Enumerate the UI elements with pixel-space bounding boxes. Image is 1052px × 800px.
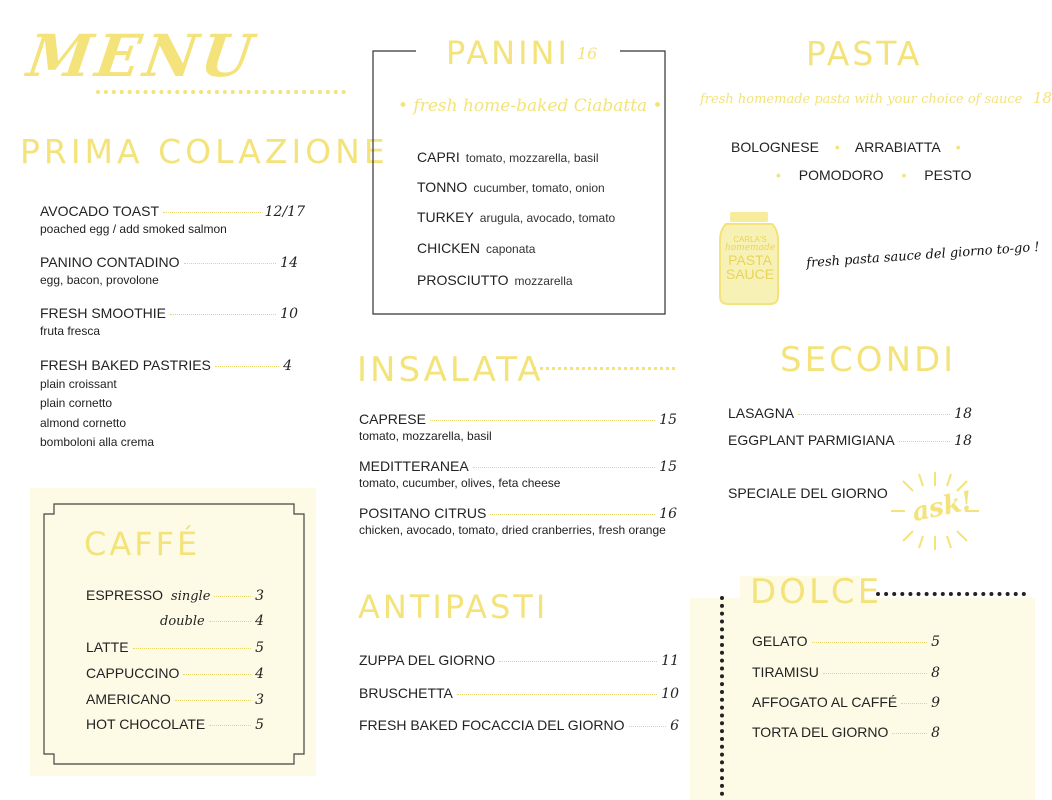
item-desc: caponata — [486, 242, 536, 256]
item-name: PROSCIUTTO — [417, 272, 509, 288]
pasta-subtitle-row — [700, 89, 1052, 108]
menu-item — [86, 639, 264, 656]
sauce-row-2 — [776, 167, 971, 183]
item-desc: chicken, avocado, tomato, dried cranberries, fresh orange — [359, 523, 666, 537]
leader-dots — [457, 694, 657, 695]
leader-dots — [430, 420, 655, 421]
jar-label-line: CARLA'S — [733, 235, 767, 244]
antipasti-heading: ANTIPASTI — [358, 588, 549, 626]
item-price: 8 — [931, 665, 940, 681]
item-price: 4 — [255, 613, 264, 629]
jar-label — [722, 236, 778, 281]
menu-item — [359, 411, 677, 428]
leader-dots — [812, 642, 928, 643]
sauce-name: BOLOGNESE — [731, 139, 819, 155]
menu-item — [86, 691, 264, 708]
prima-heading: PRIMA COLAZIONE — [20, 132, 389, 171]
leader-dots — [490, 514, 655, 515]
leader-dots — [170, 314, 276, 315]
item-name: CAPRESE — [359, 411, 426, 427]
menu-item — [417, 240, 535, 256]
leader-dots — [209, 621, 251, 622]
item-name: EGGPLANT PARMIGIANA — [728, 432, 895, 448]
jar-label-line: SAUCE — [725, 266, 775, 282]
insalata-heading: INSALATA — [357, 350, 544, 390]
menu-item — [752, 633, 940, 650]
leader-dots — [183, 674, 251, 675]
leader-dots — [892, 733, 927, 734]
secondi-heading: SECONDI — [780, 340, 957, 380]
menu-item — [417, 149, 599, 165]
item-price: 4 — [255, 666, 264, 682]
item-price: 4 — [283, 358, 292, 374]
menu-title: MENU — [23, 22, 261, 90]
menu-title-dots — [96, 90, 346, 94]
leader-dots — [473, 467, 655, 468]
single-label: single — [171, 589, 211, 604]
item-name: ESPRESSO — [86, 587, 164, 603]
bullet: • — [834, 139, 840, 155]
leader-dots — [899, 441, 950, 442]
leader-dots — [798, 414, 950, 415]
item-price: 18 — [954, 406, 972, 422]
speciale-label: SPECIALE DEL GIORNO — [728, 485, 888, 501]
menu-item — [359, 458, 677, 475]
item-desc: plain croissant — [40, 377, 117, 391]
menu-item — [359, 717, 679, 734]
item-price: 15 — [659, 412, 677, 428]
item-name: LASAGNA — [728, 405, 795, 421]
menu-item — [417, 272, 573, 288]
leader-dots — [629, 726, 667, 727]
dolce-vertical-dots — [720, 596, 724, 796]
menu-item — [417, 179, 605, 195]
menu-item — [160, 613, 264, 629]
item-price: 8 — [931, 725, 940, 741]
item-price: 16 — [659, 506, 677, 522]
leader-dots — [184, 263, 277, 264]
item-desc: arugula, avocado, tomato — [479, 211, 616, 225]
menu-item — [752, 694, 940, 711]
item-name: POSITANO CITRUS — [359, 505, 487, 521]
item-desc: tomato, mozzarella, basil — [359, 429, 492, 443]
item-name: AVOCADO TOAST — [40, 203, 160, 219]
item-desc: poached egg / add smoked salmon — [40, 222, 227, 236]
item-desc: tomato, cucumber, olives, feta cheese — [359, 476, 561, 490]
pasta-heading: PASTA — [806, 34, 923, 73]
dolce-top-dots — [876, 592, 1026, 596]
jar-label-line: homemade — [724, 243, 776, 253]
item-desc: cucumber, tomato, onion — [473, 181, 605, 195]
menu-item — [40, 203, 305, 220]
menu-item — [40, 305, 298, 322]
sauce-row-1 — [731, 139, 961, 155]
item-name: AMERICANO — [86, 691, 171, 707]
item-name: TONNO — [417, 179, 468, 195]
sauce-name: PESTO — [924, 167, 972, 183]
item-price: 10 — [661, 686, 679, 702]
bullet: • — [776, 167, 781, 183]
item-name: CAPRI — [417, 149, 460, 165]
panini-price: 16 — [577, 44, 598, 63]
leader-dots — [214, 596, 251, 597]
panini-heading: PANINI — [446, 34, 570, 72]
item-desc: tomato, mozzarella, basil — [465, 151, 599, 165]
menu-item — [86, 665, 264, 682]
menu-item — [752, 664, 940, 681]
item-price: 3 — [255, 588, 264, 604]
menu-item — [40, 254, 298, 271]
item-name: GELATO — [752, 633, 808, 649]
item-price: 6 — [670, 718, 679, 734]
item-name: TORTA DEL GIORNO — [752, 724, 889, 740]
double-label: double — [160, 614, 205, 629]
item-desc: mozzarella — [514, 274, 573, 288]
item-name: CHICKEN — [417, 240, 481, 256]
menu-item — [417, 209, 615, 225]
dolce-heading: DOLCE — [750, 572, 883, 612]
item-name: TIRAMISU — [752, 664, 819, 680]
item-price: 5 — [255, 717, 264, 733]
item-price: 11 — [661, 653, 679, 669]
menu-item — [86, 587, 264, 604]
item-name: ZUPPA DEL GIORNO — [359, 652, 496, 668]
leader-dots — [209, 725, 251, 726]
item-name: BRUSCHETTA — [359, 685, 453, 701]
item-name: LATTE — [86, 639, 129, 655]
item-desc: plain cornetto — [40, 396, 113, 410]
item-price: 15 — [659, 459, 677, 475]
item-name: HOT CHOCOLATE — [86, 716, 206, 732]
sauce-name: POMODORO — [798, 167, 884, 183]
menu-item — [728, 405, 972, 422]
sauce-name: ARRABIATTA — [854, 139, 940, 155]
item-name: TURKEY — [417, 209, 474, 225]
item-name: MEDITTERANEA — [359, 458, 469, 474]
menu-item — [728, 432, 972, 449]
leader-dots — [901, 703, 927, 704]
pasta-subtitle: fresh homemade pasta with your choice of sauce — [700, 92, 1023, 107]
menu-item — [752, 724, 940, 741]
pasta-price: 18 — [1032, 89, 1052, 107]
item-price: 14 — [280, 255, 298, 271]
to-go-text: fresh pasta sauce del giorno to-go ! — [805, 239, 1041, 272]
item-price: 5 — [931, 634, 940, 650]
insalata-dots — [533, 367, 675, 370]
item-name: FRESH SMOOTHIE — [40, 305, 167, 321]
leader-dots — [175, 700, 251, 701]
item-desc: almond cornetto — [40, 416, 127, 430]
jar-label-line: PASTA — [728, 252, 772, 268]
item-price: 12/17 — [264, 204, 305, 220]
item-name: PANINO CONTADINO — [40, 254, 180, 270]
leader-dots — [133, 648, 252, 649]
menu-item — [359, 652, 679, 669]
caffe-heading: CAFFÉ — [84, 525, 201, 563]
bullet: • — [955, 139, 961, 155]
item-price: 18 — [954, 433, 972, 449]
item-price: 3 — [255, 692, 264, 708]
leader-dots — [499, 661, 657, 662]
item-name: FRESH BAKED PASTRIES — [40, 357, 211, 373]
leader-dots — [163, 212, 261, 213]
panini-subtitle: • fresh home-baked Ciabatta • — [398, 96, 663, 116]
leader-dots — [215, 366, 279, 367]
item-desc: fruta fresca — [40, 324, 101, 338]
item-name: FRESH BAKED FOCACCIA DEL GIORNO — [359, 717, 625, 733]
ask-badge: ask! — [909, 485, 976, 529]
item-price: 10 — [280, 306, 298, 322]
menu-item — [40, 357, 292, 374]
item-name: AFFOGATO AL CAFFÉ — [752, 694, 898, 710]
item-desc: egg, bacon, provolone — [40, 273, 159, 287]
menu-item — [359, 685, 679, 702]
leader-dots — [823, 673, 927, 674]
menu-item — [359, 505, 677, 522]
item-price: 5 — [255, 640, 264, 656]
item-desc: bomboloni alla crema — [40, 435, 155, 449]
item-price: 9 — [931, 695, 940, 711]
bullet: • — [901, 167, 907, 183]
menu-item — [86, 716, 264, 733]
item-name: CAPPUCCINO — [86, 665, 180, 681]
